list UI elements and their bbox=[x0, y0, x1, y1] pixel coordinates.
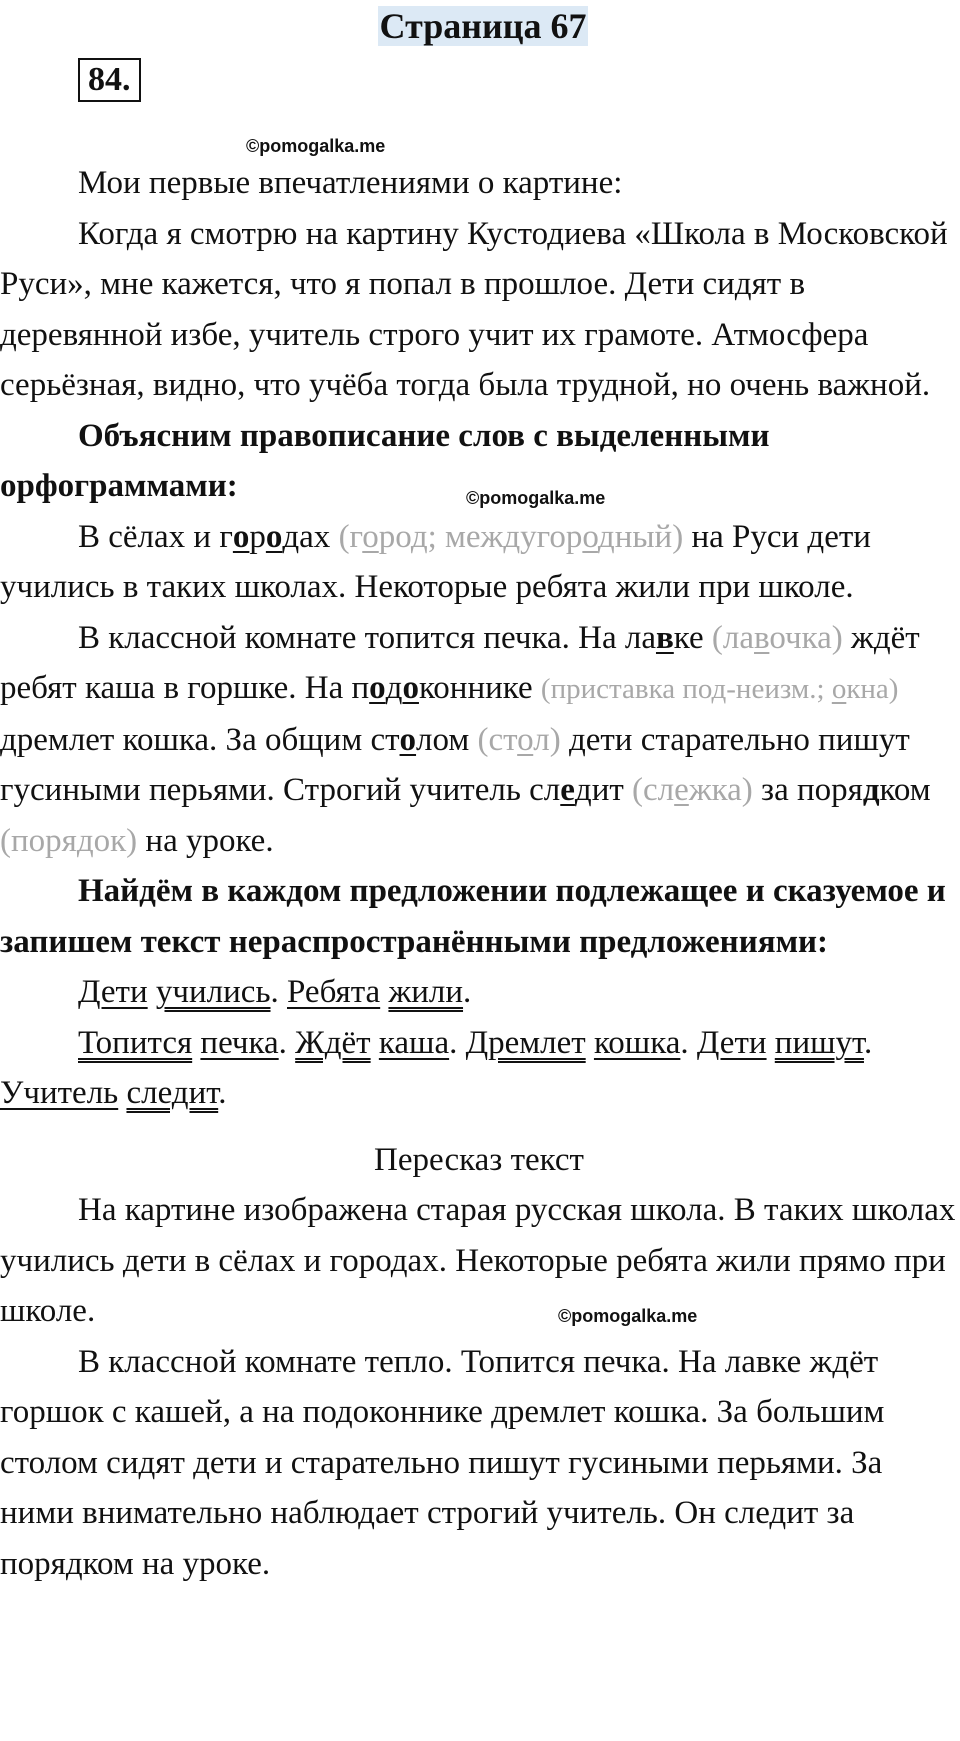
grammar-heading: Найдём в каждом предложении подлежащее и сказуемое и запишем текст нераспространёнными предложениями: bbox=[0, 873, 946, 960]
spelling-paragraph-2: В классной комнате топится печка. На лавке (лавочка) ждёт ребят каша в горшке. На подоконнике (приставка под-неизм.; окна) дремлет кошка. За общим столом (стол) дети старательно пишут гусиными перьями. Строгий учитель следит (слежка) за порядком (порядок) на уроке. bbox=[0, 619, 931, 859]
subject-word: Дети bbox=[696, 1024, 767, 1061]
orthogram: о bbox=[402, 670, 419, 706]
predicate-word: учились bbox=[155, 974, 271, 1010]
spelling-heading: Объясним правописание слов с выделенными орфограммами: bbox=[0, 417, 770, 504]
orthogram: е bbox=[560, 772, 575, 808]
watermark-2: ©pomogalka.me bbox=[466, 488, 606, 508]
grammar-line-1 bbox=[0, 967, 958, 1018]
subject-word: Ребята bbox=[287, 974, 381, 1010]
retelling-paragraph-1: На картине изображена старая русская школа. В таких школах учились дети в сёлах и городах. Некоторые ребята жили прямо при школе. bbox=[0, 1192, 956, 1329]
punctuation: . bbox=[278, 1024, 296, 1061]
predicate-word: Топится bbox=[78, 1024, 193, 1061]
hint: (город; междугородный) bbox=[338, 518, 684, 555]
predicate-word: Дремлет bbox=[465, 1024, 586, 1061]
punctuation bbox=[148, 974, 156, 1010]
subject-word: каша bbox=[378, 1024, 450, 1061]
text-block bbox=[0, 158, 958, 1589]
orthogram: о bbox=[369, 670, 386, 706]
subject-word: кошка bbox=[593, 1024, 681, 1061]
task-number: 84. bbox=[78, 58, 141, 102]
subject-word: печка bbox=[200, 1024, 279, 1061]
subject-word: Учитель bbox=[0, 1075, 119, 1111]
spelling-paragraph-1: В сёлах и городах (город; междугородный) на Руси дети учились в таких школах. Некоторые ребята жили при школе. bbox=[0, 518, 871, 605]
hint: (лавочка) bbox=[711, 619, 843, 656]
orthogram: в bbox=[655, 619, 674, 656]
punctuation bbox=[371, 1025, 379, 1061]
hint: (стол) bbox=[477, 721, 561, 758]
orthogram: о bbox=[399, 721, 417, 758]
punctuation: . bbox=[463, 974, 472, 1010]
grammar-line-2 bbox=[0, 1018, 958, 1119]
orthogram: о bbox=[232, 518, 250, 555]
intro-line: Мои первые впечатлениями о картине: bbox=[78, 165, 623, 201]
punctuation bbox=[767, 1025, 775, 1061]
hint: (приставка под-неизм.; окна) bbox=[540, 673, 899, 705]
predicate-word: Ждёт bbox=[295, 1024, 371, 1061]
punctuation: . bbox=[680, 1024, 697, 1061]
punctuation: . bbox=[449, 1024, 466, 1061]
punctuation: . bbox=[863, 1024, 873, 1061]
punctuation bbox=[586, 1025, 594, 1061]
punctuation: . bbox=[218, 1075, 227, 1111]
orthogram: д bbox=[862, 772, 880, 808]
page-title: Страница 67 bbox=[379, 6, 587, 46]
retelling-paragraph-2: В классной комнате тепло. Топится печка. На лавке ждёт горшок с кашей, а на подоконнике дремлет кошка. За большим столом сидят дети и старательно пишут гусиными перьями. За ними внимательно наблюдает строгий учитель. Он следит за порядком на уроке. bbox=[0, 1343, 885, 1582]
hint: (слежка) bbox=[632, 772, 753, 808]
hint: (порядок) bbox=[0, 822, 138, 859]
intro-paragraph: Когда я смотрю на картину Кустодиева «Школа в Московской Руси», мне кажется, что я попал в прошлое. Дети сидят в деревянной избе, учитель строго учит их грамоте. Атмосфера серьёзная, видно, что учёба тогда была трудной, но очень важной. bbox=[0, 215, 948, 403]
watermark-1: ©pomogalka.me bbox=[246, 136, 386, 156]
predicate-word: пишут bbox=[774, 1024, 864, 1061]
orthogram: о bbox=[265, 518, 283, 555]
subject-word: Дети bbox=[78, 974, 148, 1010]
predicate-word: следит bbox=[126, 1075, 219, 1111]
predicate-word: жили bbox=[388, 974, 464, 1010]
punctuation: . bbox=[270, 974, 287, 1010]
watermark-3: ©pomogalka.me bbox=[558, 1306, 698, 1326]
retelling-title: Пересказ текст bbox=[374, 1141, 584, 1178]
